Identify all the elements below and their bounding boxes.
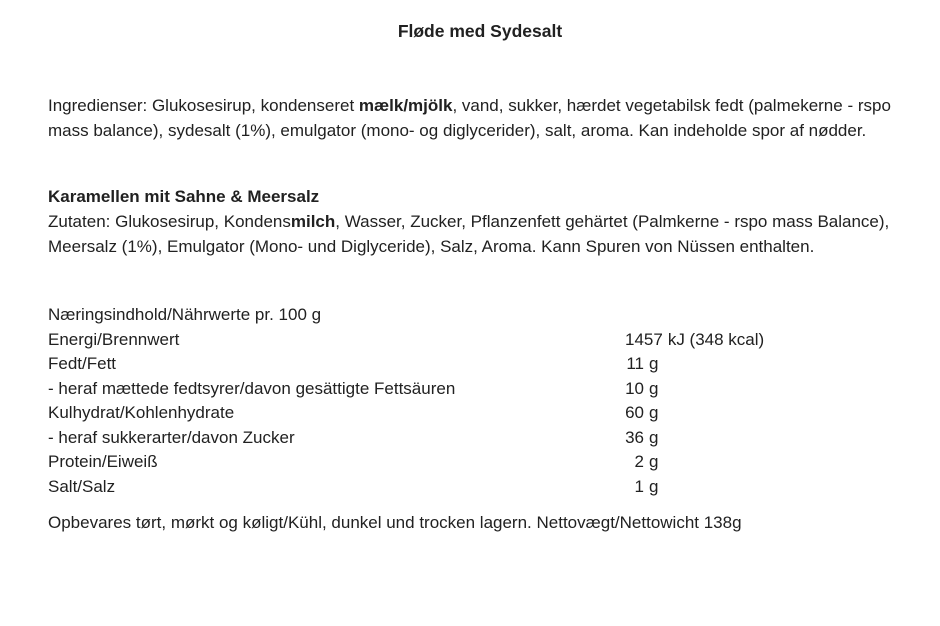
nutrition-row-fat — [48, 352, 912, 377]
nutrition-row-protein — [48, 450, 912, 475]
nutrient-amount: 2 — [634, 452, 644, 471]
product-title: Fløde med Sydesalt — [397, 21, 563, 41]
nutrition-row-saturated-fat — [48, 377, 912, 402]
nutrient-label: - heraf sukkerarter/davon Zucker — [48, 427, 295, 447]
nutrient-unit: g — [649, 427, 659, 447]
nutrient-amount: 11 — [626, 354, 644, 373]
nutrient-value — [625, 475, 658, 500]
nutrient-amount: 36 — [625, 427, 644, 447]
nutrition-row-salt — [48, 475, 912, 500]
ingredients-danish-text-2: , vand, sukker, hærdet vegetabilsk fedt (palmekerne - rspo mass balance), sydesalt (1%), emulgator (mono- og diglycerider), salt, aroma. Kan indeholde spor af nødder. — [48, 96, 891, 140]
nutrient-unit: g — [649, 452, 659, 471]
nutrient-unit: g — [649, 378, 659, 398]
ingredients-danish-allergen-bold: mælk/mjölk — [358, 96, 453, 115]
german-section-heading: Karamellen mit Sahne & Meersalz — [48, 187, 320, 206]
nutrition-table — [48, 303, 912, 499]
nutrient-value — [625, 401, 658, 426]
nutrient-label: - heraf mættede fedtsyrer/davon gesättigte Fettsäuren — [48, 378, 456, 398]
ingredients-german-text-2: , Wasser, Zucker, Pflanzenfett gehärtet (Palmkerne - rspo mass Balance), Meersalz (1%), Emulgator (Mono- und Diglyceride), Salz, Aroma. Kann Spuren von Nüssen enthalten. — [48, 212, 890, 256]
nutrient-amount: 60 — [625, 403, 644, 422]
nutrient-amount: 1457 — [625, 329, 663, 349]
nutrient-unit: kJ (348 kcal) — [667, 329, 765, 349]
nutrient-label: Energi/Brennwert — [48, 329, 180, 349]
nutrient-label: Protein/Eiweiß — [48, 452, 158, 471]
nutrient-value — [625, 426, 658, 451]
ingredients-danish-text-1: Ingredienser: Glukosesirup, kondenseret — [48, 96, 359, 115]
ingredients-danish — [48, 93, 908, 143]
nutrient-unit: g — [649, 354, 659, 373]
nutrient-value — [625, 450, 658, 475]
nutrition-row-sugars — [48, 426, 912, 451]
ingredients-german — [48, 209, 908, 259]
nutrient-label: Salt/Salz — [48, 476, 116, 496]
nutrient-amount: 10 — [625, 378, 644, 398]
nutrient-value — [625, 328, 764, 353]
nutrient-unit: g — [649, 403, 659, 422]
nutrient-label: Fedt/Fett — [48, 354, 117, 373]
ingredients-german-text-1: Zutaten: Glukosesirup, Kondens — [48, 212, 291, 231]
nutrition-table-header: Næringsindhold/Nährwerte pr. 100 g — [48, 305, 322, 324]
nutrition-row-carbohydrate — [48, 401, 912, 426]
nutrient-label: Kulhydrat/Kohlenhydrate — [48, 403, 235, 422]
storage-and-net-weight-note: Opbevares tørt, mørkt og køligt/Kühl, dunkel und trocken lagern. Nettovægt/Nettowicht 138g — [48, 513, 742, 532]
nutrient-amount: 1 — [634, 476, 644, 496]
nutrition-row-energy — [48, 328, 912, 353]
nutrient-value — [625, 352, 658, 377]
ingredients-german-allergen-bold: milch — [290, 212, 336, 231]
nutrient-value — [625, 377, 658, 402]
nutrient-unit: g — [649, 476, 659, 496]
